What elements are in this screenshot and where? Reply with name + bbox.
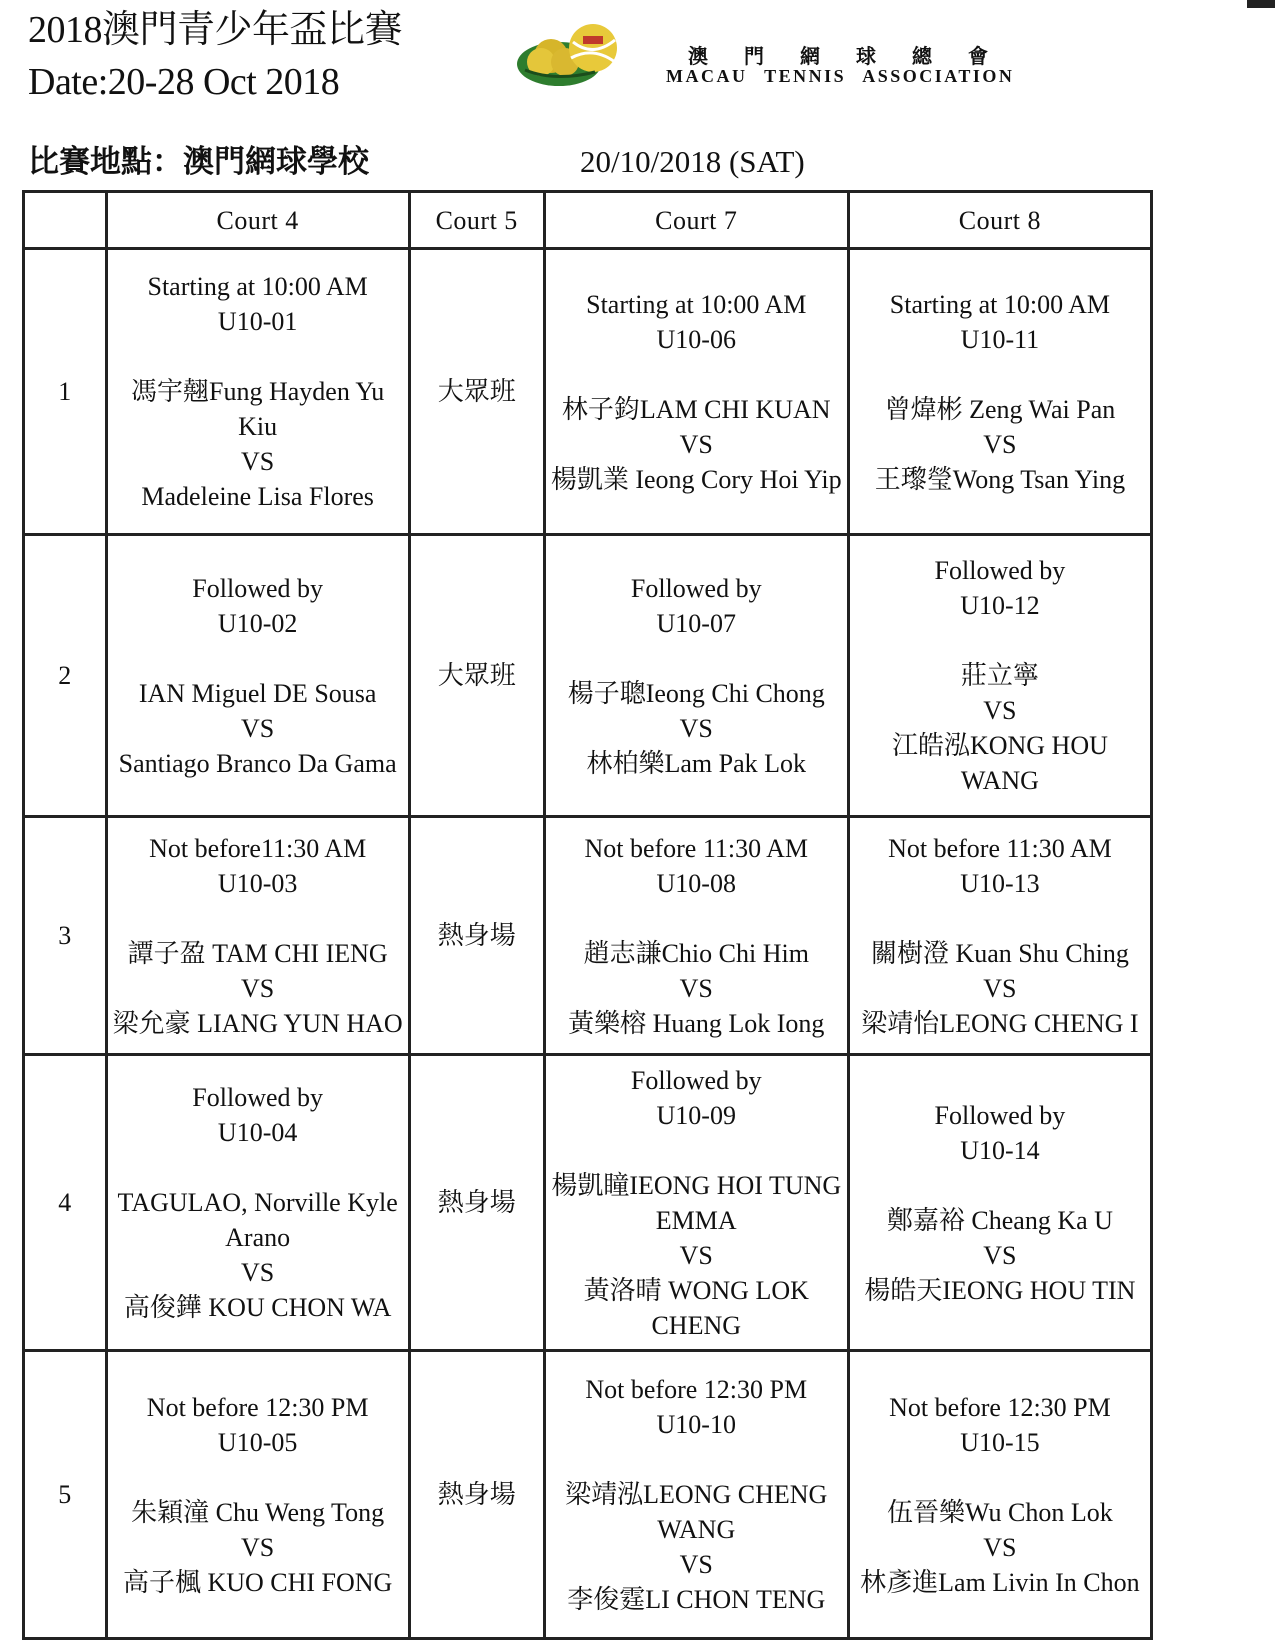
- versus-label: VS: [983, 1240, 1017, 1270]
- player-one: 楊凱瞳IEONG HOI TUNG EMMA: [551, 1170, 842, 1235]
- start-time: Not before 12:30 PM: [889, 1392, 1111, 1422]
- player-one: 楊子聰Ieong Chi Chong: [567, 678, 825, 708]
- scan-edge-mark: [1247, 0, 1275, 8]
- match-cell: [848, 249, 1151, 535]
- player-one: IAN Miguel DE Sousa: [138, 678, 377, 708]
- round-number: 1: [24, 249, 107, 535]
- start-time: Starting at 10:00 AM: [889, 289, 1111, 319]
- match-code: U10-11: [960, 324, 1040, 354]
- match-code: U10-07: [656, 608, 736, 638]
- match-code: U10-08: [656, 868, 736, 898]
- versus-label: VS: [241, 713, 275, 743]
- start-time: Not before 11:30 AM: [888, 833, 1112, 863]
- versus-label: VS: [241, 973, 275, 1003]
- table-row: [24, 1351, 1152, 1639]
- match-code: U10-13: [960, 868, 1040, 898]
- player-one: 趙志謙Chio Chi Him: [583, 938, 809, 968]
- player-two: 楊皓天IEONG HOU TIN: [864, 1275, 1136, 1305]
- court5-activity: 熱身場: [409, 1351, 544, 1639]
- match-code: U10-14: [960, 1135, 1040, 1165]
- match-cell: [848, 1351, 1151, 1639]
- player-two: 李俊霆LI CHON TENG: [567, 1585, 826, 1614]
- match-cell: [106, 535, 409, 817]
- start-time: Not before11:30 AM: [149, 833, 367, 863]
- versus-label: VS: [983, 973, 1017, 1003]
- start-time: Followed by: [934, 556, 1066, 585]
- court-header: Court 4: [106, 192, 409, 249]
- player-one: 林子鈞LAM CHI KUAN: [561, 394, 831, 424]
- start-time: Followed by: [630, 573, 762, 603]
- versus-label: VS: [679, 1550, 713, 1579]
- court-header: Court 7: [544, 192, 848, 249]
- match-cell: [544, 535, 848, 817]
- match-cell: [544, 1055, 848, 1351]
- player-one: 莊立寧: [960, 661, 1039, 690]
- start-time: Starting at 10:00 AM: [147, 272, 368, 301]
- start-time: Not before 12:30 PM: [146, 1392, 369, 1422]
- versus-label: VS: [241, 1258, 275, 1287]
- court5-activity: 熱身場: [409, 817, 544, 1055]
- match-cell: [848, 535, 1151, 817]
- player-two: 梁允豪 LIANG YUN HAO: [112, 1008, 403, 1038]
- versus-label: VS: [679, 429, 713, 459]
- match-code: U10-15: [960, 1427, 1040, 1457]
- court-header: Court 8: [848, 192, 1151, 249]
- match-cell: [544, 817, 848, 1055]
- match-cell: [848, 1055, 1151, 1351]
- schedule-table: [22, 190, 1153, 1640]
- tournament-dates: Date:20-28 Oct 2018: [28, 61, 340, 103]
- versus-label: VS: [679, 1240, 713, 1270]
- tennis-balls-logo-icon: [515, 22, 627, 90]
- tournament-title: 2018澳門青少年盃比賽: [28, 9, 403, 51]
- court5-activity: 大眾班: [409, 249, 544, 535]
- start-time: Not before 11:30 AM: [584, 833, 809, 863]
- start-time: Followed by: [934, 1100, 1066, 1130]
- match-code: U10-12: [960, 591, 1040, 620]
- corner-cell: [24, 192, 107, 249]
- player-two: 梁靖怡LEONG CHENG I: [861, 1008, 1139, 1038]
- player-two: 高子楓 KUO CHI FONG: [122, 1567, 393, 1597]
- player-two: 楊凱業 Ieong Cory Hoi Yip: [550, 464, 842, 494]
- round-number: 5: [24, 1351, 107, 1639]
- player-one: TAGULAO, Norville Kyle Arano: [117, 1188, 398, 1252]
- player-one: 馮宇翹Fung Hayden Yu Kiu: [131, 377, 385, 441]
- player-one: 曾煒彬 Zeng Wai Pan: [884, 394, 1116, 424]
- match-code: U10-01: [217, 307, 298, 336]
- versus-label: VS: [241, 1532, 275, 1562]
- court5-activity: 熱身場: [409, 1055, 544, 1351]
- table-row: [24, 535, 1152, 817]
- match-code: U10-10: [656, 1410, 736, 1439]
- table-row: [24, 249, 1152, 535]
- player-two: 江皓泓KONG HOU WANG: [891, 731, 1108, 795]
- court-header-row: [24, 192, 1152, 249]
- match-cell: [544, 1351, 848, 1639]
- start-time: Followed by: [630, 1065, 762, 1095]
- versus-label: VS: [241, 447, 275, 476]
- versus-label: VS: [983, 429, 1017, 459]
- venue-label: 比賽地點：澳門網球學校: [28, 144, 369, 179]
- player-one: 關樹澄 Kuan Shu Ching: [870, 938, 1129, 968]
- player-one: 梁靖泓LEONG CHENG WANG: [565, 1480, 828, 1544]
- court5-activity: 大眾班: [409, 535, 544, 817]
- match-cell: [106, 817, 409, 1055]
- versus-label: VS: [679, 713, 713, 743]
- round-number: 4: [24, 1055, 107, 1351]
- match-code: U10-03: [217, 868, 298, 898]
- match-cell: [106, 1351, 409, 1639]
- association-name-chinese: 澳門網球總會: [688, 46, 1024, 68]
- match-cell: [106, 1055, 409, 1351]
- versus-label: VS: [983, 1532, 1017, 1562]
- start-time: Followed by: [192, 1083, 324, 1112]
- match-code: U10-02: [217, 608, 298, 638]
- start-time: Followed by: [192, 573, 324, 603]
- player-two: Santiago Branco Da Gama: [118, 748, 397, 778]
- match-date: 20/10/2018 (SAT): [580, 144, 805, 179]
- start-time: Not before 12:30 PM: [585, 1375, 808, 1404]
- match-cell: [544, 249, 848, 535]
- versus-label: VS: [983, 696, 1017, 725]
- player-one: 朱穎潼 Chu Weng Tong: [131, 1497, 385, 1527]
- player-two: 黃洛晴 WONG LOK CHENG: [583, 1275, 809, 1340]
- start-time: Starting at 10:00 AM: [586, 289, 807, 319]
- player-two: 王瓈瑩Wong Tsan Ying: [874, 464, 1126, 494]
- match-code: U10-09: [656, 1100, 736, 1130]
- match-code: U10-04: [217, 1118, 298, 1147]
- table-row: [24, 817, 1152, 1055]
- player-one: 譚子盈 TAM CHI IENG: [127, 938, 388, 968]
- versus-label: VS: [679, 973, 713, 1003]
- player-two: 林柏樂Lam Pak Lok: [586, 748, 807, 778]
- round-number: 3: [24, 817, 107, 1055]
- court-header: Court 5: [409, 192, 544, 249]
- player-two: 高俊鏵 KOU CHON WA: [123, 1293, 392, 1322]
- round-number: 2: [24, 535, 107, 817]
- player-two: 黃樂榕 Huang Lok Iong: [568, 1008, 825, 1038]
- player-two: 林彥進Lam Livin In Chon: [860, 1567, 1140, 1597]
- player-one: 鄭嘉裕 Cheang Ka U: [886, 1205, 1113, 1235]
- table-row: [24, 1055, 1152, 1351]
- player-one: 伍晉樂Wu Chon Lok: [887, 1497, 1113, 1527]
- match-code: U10-05: [217, 1427, 298, 1457]
- association-name-english: MACAU TENNIS ASSOCIATION: [666, 66, 1015, 86]
- player-two: Madeleine Lisa Flores: [141, 482, 374, 511]
- match-cell: [106, 249, 409, 535]
- match-code: U10-06: [656, 324, 736, 354]
- match-cell: [848, 817, 1151, 1055]
